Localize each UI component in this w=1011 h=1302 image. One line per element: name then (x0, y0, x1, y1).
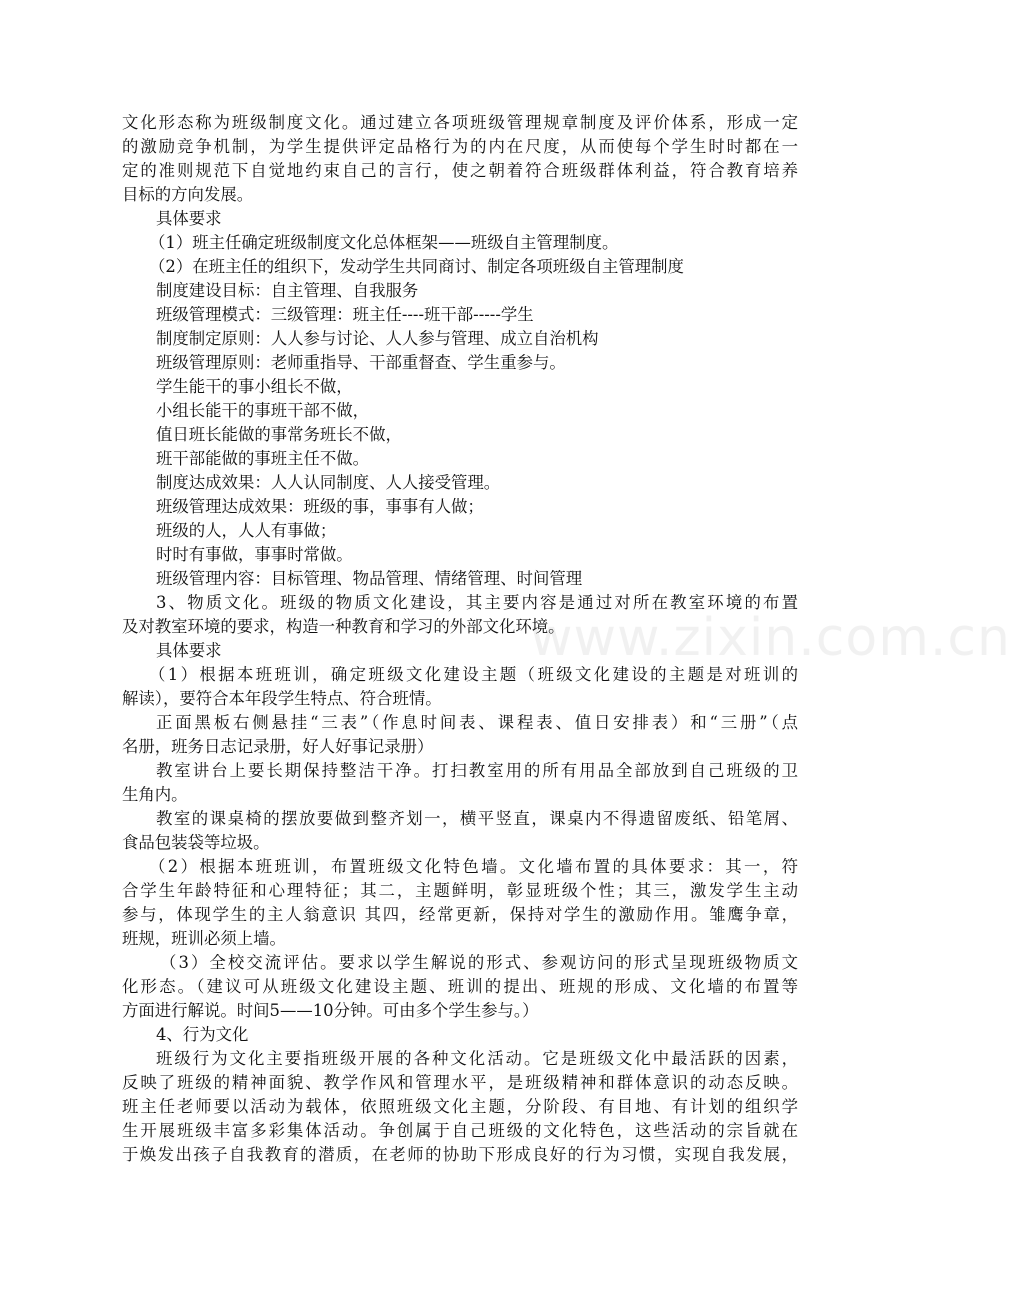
paragraph-line: 制度达成效果：人人认同制度、人人接受管理。 (156, 473, 501, 492)
paragraph-line: 制度制定原则：人人参与讨论、人人参与管理、成立自治机构 (156, 329, 599, 348)
paragraph-line: 班级管理模式：三级管理：班主任----班干部-----学生 (156, 305, 534, 324)
document-body (122, 111, 798, 1167)
list-item: （3）全校交流评估。要求以学生解说的形式、参观访问的形式呈现班级物质文 (160, 953, 798, 972)
paragraph-line: 生角内。 (122, 785, 188, 804)
list-item: （1）根据本班班训，确定班级文化建设主题（班级文化建设的主题是对班训的 (149, 665, 798, 684)
paragraph-line: 班主任老师要以活动为载体，依照班级文化主题，分阶段、有目地、有计划的组织学 (122, 1097, 798, 1116)
list-item: （2）在班主任的组织下，发动学生共同商讨、制定各项班级自主管理制度 (149, 257, 684, 276)
paragraph-line: 生开展班级丰富多彩集体活动。争创属于自己班级的文化特色，这些活动的宗旨就在 (122, 1121, 798, 1140)
paragraph-line: 班规，班训必须上墙。 (122, 929, 286, 948)
paragraph-line: 班干部能做的事班主任不做。 (156, 449, 370, 468)
paragraph-line: 学生能干的事小组长不做， (156, 377, 353, 396)
paragraph-line: 班级行为文化主要指班级开展的各种文化活动。它是班级文化中最活跃的因素， (156, 1049, 798, 1068)
paragraph-line: 合学生年龄特征和心理特征；其二，主题鲜明，彰显班级个性；其三，激发学生主动 (122, 881, 798, 900)
list-item: （1）班主任确定班级制度文化总体框架——班级自主管理制度。 (149, 233, 619, 252)
paragraph-line: 小组长能干的事班干部不做， (156, 401, 370, 420)
paragraph-line: 时时有事做，事事时常做。 (156, 545, 353, 564)
paragraph-line: 教室的课桌椅的摆放要做到整齐划一，横平竖直，课桌内不得遗留废纸、铅笔屑、 (156, 809, 798, 828)
list-item: （2）根据本班班训，布置班级文化特色墙。文化墙布置的具体要求：其一，符 (149, 857, 798, 876)
paragraph-line: 的激励竞争机制，为学生提供评定品格行为的内在尺度，从而使每个学生时时都在一 (122, 137, 798, 156)
paragraph-line: 及对教室环境的要求，构造一种教育和学习的外部文化环境。 (122, 617, 565, 636)
paragraph-line: 参与，体现学生的主人翁意识 其四，经常更新，保持对学生的激励作用。雏鹰争章， (122, 905, 798, 924)
section-heading: 具体要求 (156, 641, 222, 660)
paragraph-line: 反映了班级的精神面貌、教学作风和管理水平，是班级精神和群体意识的动态反映。 (122, 1073, 798, 1092)
section-heading: 4、行为文化 (156, 1025, 249, 1044)
paragraph-line: 解读），要符合本年段学生特点、符合班情。 (122, 689, 442, 708)
paragraph-line: 文化形态称为班级制度文化。通过建立各项班级管理规章制度及评价体系，形成一定 (122, 113, 798, 132)
watermark: www.zixin.com.cn (530, 608, 1011, 668)
paragraph-line: 班级管理内容：目标管理、物品管理、情绪管理、时间管理 (156, 569, 583, 588)
paragraph-line: 班级的人，人人有事做； (156, 521, 337, 540)
paragraph-line: 食品包装袋等垃圾。 (122, 833, 270, 852)
paragraph-line: 班级管理原则：老师重指导、干部重督查、学生重参与。 (156, 353, 566, 372)
paragraph-line: 方面进行解说。时间5——10分钟。可由多个学生参与。） (122, 1001, 539, 1020)
paragraph-line: 制度建设目标：自主管理、自我服务 (156, 281, 419, 300)
paragraph-line: 化形态。（建议可从班级文化建设主题、班训的提出、班规的形成、文化墙的布置等 (122, 977, 798, 996)
paragraph-line: 班级管理达成效果：班级的事，事事有人做； (156, 497, 484, 516)
section-heading: 3、物质文化。班级的物质文化建设，其主要内容是通过对所在教室环境的布置 (156, 593, 798, 612)
paragraph-line: 于焕发出孩子自我教育的潜质，在老师的协助下形成良好的行为习惯，实现自我发展， (122, 1145, 798, 1164)
paragraph-line: 正面黑板右侧悬挂“三表”（作息时间表、课程表、值日安排表）和“三册”（点 (156, 713, 798, 732)
paragraph-line: 名册，班务日志记录册，好人好事记录册） (122, 737, 434, 756)
section-heading: 具体要求 (156, 209, 222, 228)
paragraph-line: 教室讲台上要长期保持整洁干净。打扫教室用的所有用品全部放到自己班级的卫 (156, 761, 798, 780)
paragraph-line: 值日班长能做的事常务班长不做， (156, 425, 402, 444)
paragraph-line: 定的准则规范下自觉地约束自己的言行，使之朝着符合班级群体利益，符合教育培养 (122, 161, 798, 180)
paragraph-line: 目标的方向发展。 (122, 185, 254, 204)
